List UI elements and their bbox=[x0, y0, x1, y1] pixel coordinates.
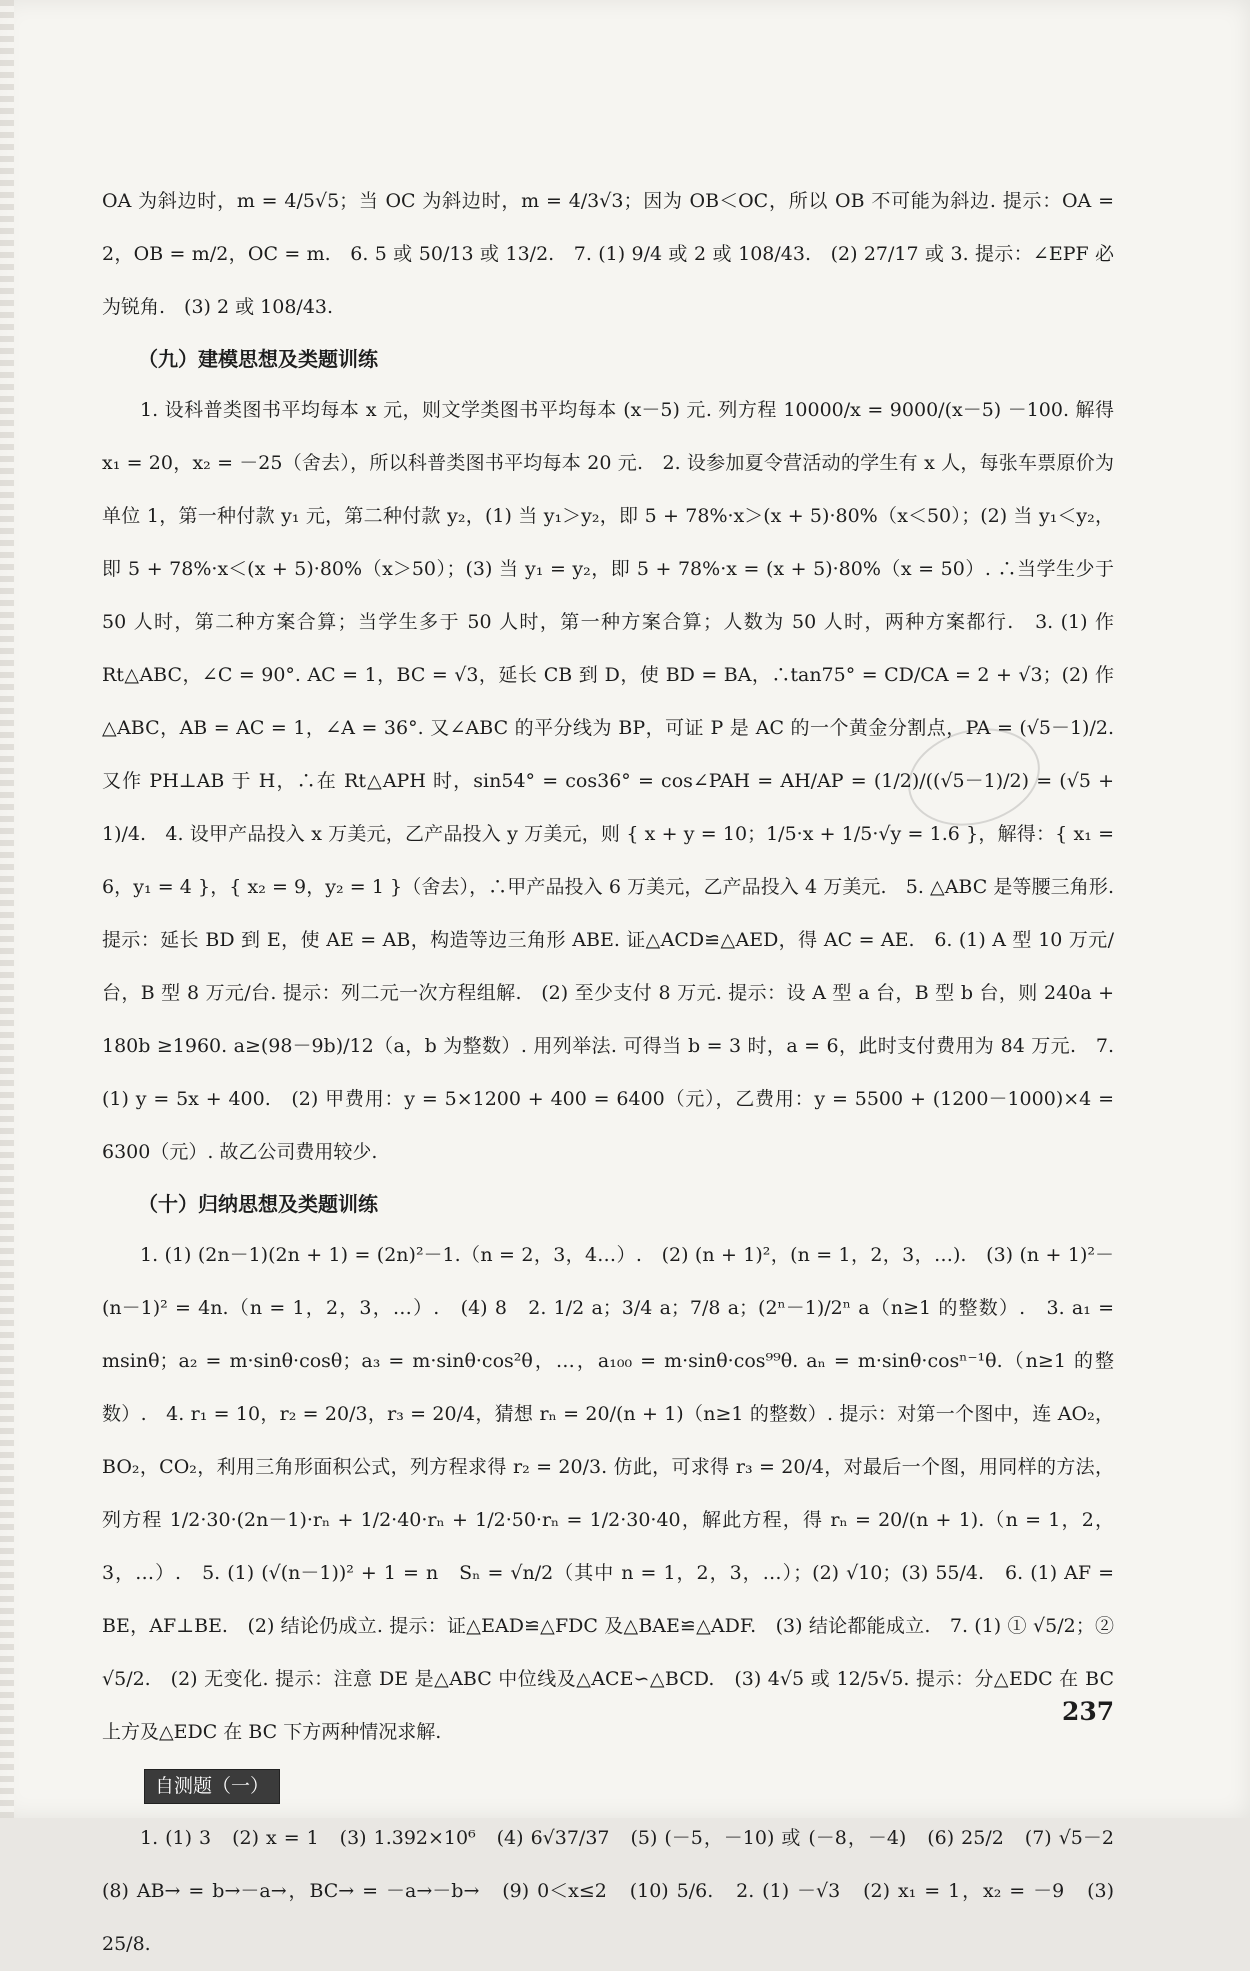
section-heading-10: （十）归纳思想及类题训练 bbox=[138, 1192, 378, 1216]
paragraph-section-9: 1. 设科普类图书平均每本 x 元，则文学类图书平均每本 (x－5) 元. 列方程 10000/x = 9000/(x－5) －100. 解得 x₁ = 20，x₂ = －25（舍去），所以科普类图书平均每本 20 元. 2. 设参加夏令营活动的学生有 x 人，每张车票原价为单位 1，第一种付款 y₁ 元，第二种付款 y₂，(1) 当 y₁＞y₂，即 5 + 78%·x＞(x + 5)·80%（x＜50）；(2) 当 y₁＜y₂，即 5 + 78%·x＜(x + 5)·80%（x＞50）；(3) 当 y₁ = y₂，即 5 + 78%·x = (x + 5)·80%（x = 50）. ∴当学生少于 50 人时，第二种方案合算；当学生多于 50 人时，第一种方案合算；人数为 50 人时，两种方案都行. 3. (1) 作 Rt△ABC，∠C = 90°. AC = 1，BC = √3，延长 CB 到 D，使 BD = BA，∴tan75° = CD/CA = 2 + √3；(2) 作△ABC，AB = AC = 1，∠A = 36°. 又∠ABC 的平分线为 BP，可证 P 是 AC 的一个黄金分割点，PA = (√5－1)/2. 又作 PH⊥AB 于 H，∴在 Rt△APH 时，sin54° = cos36° = cos∠PAH = AH/AP = (1/2)/((√5－1)/2) = (√5 + 1)/4. 4. 设甲产品投入 x 万美元，乙产品投入 y 万美元，则 { x + y = 10；1/5·x + 1/5·√y = 1.6 }，解得：{ x₁ = 6，y₁ = 4 }，{ x₂ = 9，y₂ = 1 }（舍去），∴甲产品投入 6 万美元，乙产品投入 4 万美元. 5. △ABC 是等腰三角形. 提示：延长 BD 到 E，使 AE = AB，构造等边三角形 ABE. 证△ACD≌△AED，得 AC = AE. 6. (1) A 型 10 万元/台，B 型 8 万元/台. 提示：列二元一次方程组解. (2) 至少支付 8 万元. 提示：设 A 型 a 台，B 型 b 台，则 240a + 180b ≥1960. a≥(98－9b)/12（a，b 为整数）. 用列举法. 可得当 b = 3 时，a = 6，此时支付费用为 84 万元. 7. (1) y = 5x + 400. (2) 甲费用：y = 5×1200 + 400 = 6400（元），乙费用：y = 5500 + (1200－1000)×4 = 6300（元）. 故乙公司费用较少. bbox=[102, 399, 1114, 1163]
page-number: 237 bbox=[1062, 1697, 1115, 1726]
paragraph-selftest: 1. (1) 3 (2) x = 1 (3) 1.392×10⁶ (4) 6√37/37 (5) (－5，－10) 或 (－8，－4) (6) 25/2 (7) √5－2 (8) AB→ = b→－a→，BC→ = －a→－b→ (9) 0＜x≤2 (10) 5/6. 2. (1) －√3 (2) x₁ = 1，x₂ = －9 (3) 25/8. bbox=[102, 1827, 1134, 1955]
paragraph-intro: OA 为斜边时，m = 4/5√5；当 OC 为斜边时，m = 4/3√3；因为 OB＜OC，所以 OB 不可能为斜边. 提示：OA = 2，OB = m/2，OC = m. 6. 5 或 50/13 或 13/2. 7. (1) 9/4 或 2 或 108/43. (2) 27/17 或 3. 提示：∠EPF 必为锐角. (3) 2 或 108/43. bbox=[102, 190, 1114, 318]
content bbox=[102, 175, 1134, 1971]
page-edge bbox=[0, 0, 14, 1818]
paragraph-section-10: 1. (1) (2n－1)(2n + 1) = (2n)²－1.（n = 2，3，4…）. (2) (n + 1)²，(n = 1，2，3，…). (3) (n + 1)²－(n－1)² = 4n.（n = 1，2，3，…）. (4) 8 2. 1/2 a；3/4 a；7/8 a；(2ⁿ－1)/2ⁿ a（n≥1 的整数）. 3. a₁ = msinθ；a₂ = m·sinθ·cosθ；a₃ = m·sinθ·cos²θ，…，a₁₀₀ = m·sinθ·cos⁹⁹θ. aₙ = m·sinθ·cosⁿ⁻¹θ.（n≥1 的整数）. 4. r₁ = 10，r₂ = 20/3，r₃ = 20/4，猜想 rₙ = 20/(n + 1)（n≥1 的整数）. 提示：对第一个图中，连 AO₂，BO₂，CO₂，利用三角形面积公式，列方程求得 r₂ = 20/3. 仿此，可求得 r₃ = 20/4，对最后一个图，用同样的方法，列方程 1/2·30·(2n－1)·rₙ + 1/2·40·rₙ + 1/2·50·rₙ = 1/2·30·40，解此方程，得 rₙ = 20/(n + 1).（n = 1，2，3，…）. 5. (1) (√(n－1))² + 1 = n Sₙ = √n/2（其中 n = 1，2，3，…）；(2) √10；(3) 55/4. 6. (1) AF = BE，AF⊥BE. (2) 结论仍成立. 提示：证△EAD≌△FDC 及△BAE≌△ADF. (3) 结论都能成立. 7. (1) ① √5/2；② √5/2. (2) 无变化. 提示：注意 DE 是△ABC 中位线及△ACE∽△BCD. (3) 4√5 或 12/5√5. 提示：分△EDC 在 BC 上方及△EDC 在 BC 下方两种情况求解. bbox=[102, 1244, 1114, 1743]
selftest-badge: 自测题（一） bbox=[144, 1769, 280, 1804]
section-heading-9: （九）建模思想及类题训练 bbox=[138, 347, 378, 371]
